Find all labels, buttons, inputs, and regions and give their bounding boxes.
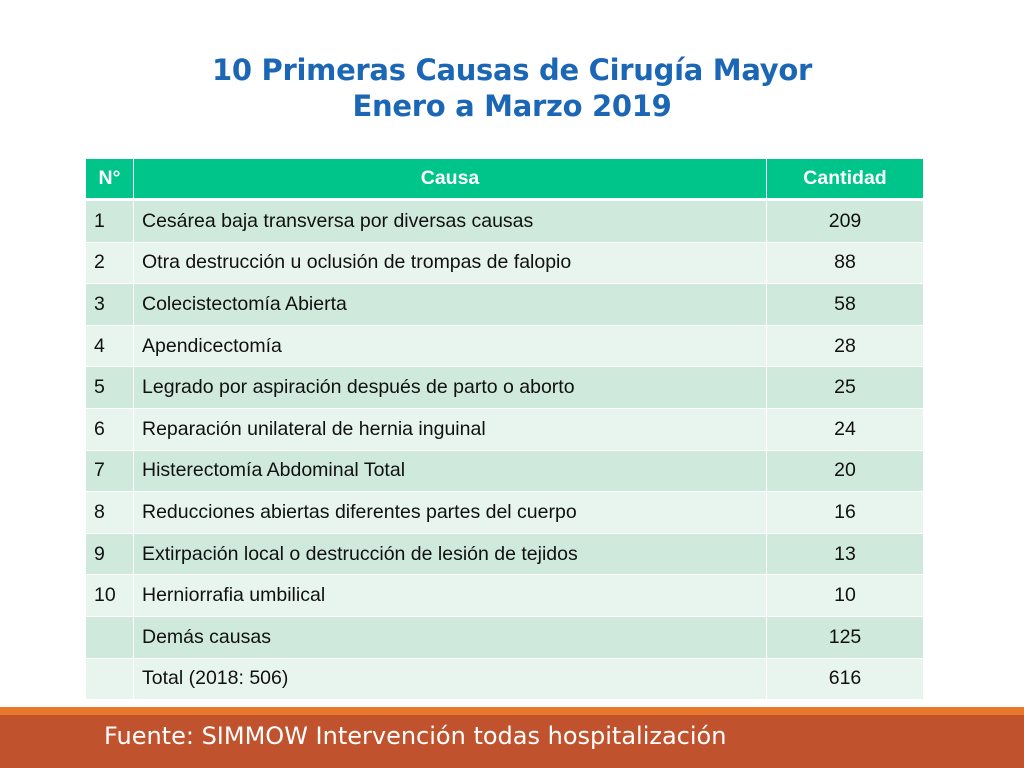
- surgery-causes-table: [85, 158, 924, 700]
- row-number: 2: [86, 242, 134, 284]
- row-cause: Herniorrafia umbilical: [134, 575, 767, 617]
- row-cause: Demás causas: [134, 616, 767, 658]
- row-cause: Reducciones abiertas diferentes partes del cuerpo: [134, 492, 767, 534]
- header-cause: Causa: [134, 159, 767, 200]
- row-cause: Reparación unilateral de hernia inguinal: [134, 408, 767, 450]
- header-number: N°: [86, 159, 134, 200]
- row-cause: Legrado por aspiración después de parto o aborto: [134, 367, 767, 409]
- row-number: [86, 658, 134, 700]
- row-cause: Otra destrucción u oclusión de trompas de falopio: [134, 242, 767, 284]
- row-quantity: 88: [767, 242, 924, 284]
- table-row-total: [86, 658, 924, 700]
- row-quantity: 25: [767, 367, 924, 409]
- slide-title: [0, 52, 1024, 124]
- table-row: [86, 575, 924, 617]
- row-quantity: 16: [767, 492, 924, 534]
- row-number: 6: [86, 408, 134, 450]
- row-cause: Colecistectomía Abierta: [134, 284, 767, 326]
- row-quantity: 616: [767, 658, 924, 700]
- row-cause: Histerectomía Abdominal Total: [134, 450, 767, 492]
- title-line-2: Enero a Marzo 2019: [352, 89, 672, 123]
- title-line-1: 10 Primeras Causas de Cirugía Mayor: [212, 53, 812, 87]
- table-row: [86, 408, 924, 450]
- footer-accent-stripe: [0, 707, 1024, 715]
- table-row: [86, 492, 924, 534]
- table-row: [86, 284, 924, 326]
- row-quantity: 10: [767, 575, 924, 617]
- row-number: 4: [86, 325, 134, 367]
- row-quantity: 209: [767, 200, 924, 243]
- table-row-other-causes: [86, 616, 924, 658]
- table-row: [86, 200, 924, 243]
- row-quantity: 125: [767, 616, 924, 658]
- row-cause: Total (2018: 506): [134, 658, 767, 700]
- row-quantity: 28: [767, 325, 924, 367]
- row-cause: Apendicectomía: [134, 325, 767, 367]
- row-quantity: 20: [767, 450, 924, 492]
- table-row: [86, 367, 924, 409]
- row-cause: Extirpación local o destrucción de lesión de tejidos: [134, 533, 767, 575]
- table-row: [86, 533, 924, 575]
- row-number: 8: [86, 492, 134, 534]
- row-cause: Cesárea baja transversa por diversas causas: [134, 200, 767, 243]
- table-row: [86, 242, 924, 284]
- row-number: 9: [86, 533, 134, 575]
- row-number: [86, 616, 134, 658]
- row-number: 10: [86, 575, 134, 617]
- row-quantity: 58: [767, 284, 924, 326]
- row-quantity: 24: [767, 408, 924, 450]
- row-number: 1: [86, 200, 134, 243]
- table-row: [86, 450, 924, 492]
- row-number: 3: [86, 284, 134, 326]
- footer-source-text: Fuente: SIMMOW Intervención todas hospitalización: [104, 722, 727, 750]
- header-quantity: Cantidad: [767, 159, 924, 200]
- table-row: [86, 325, 924, 367]
- table-header-row: [86, 159, 924, 200]
- row-number: 7: [86, 450, 134, 492]
- row-quantity: 13: [767, 533, 924, 575]
- row-number: 5: [86, 367, 134, 409]
